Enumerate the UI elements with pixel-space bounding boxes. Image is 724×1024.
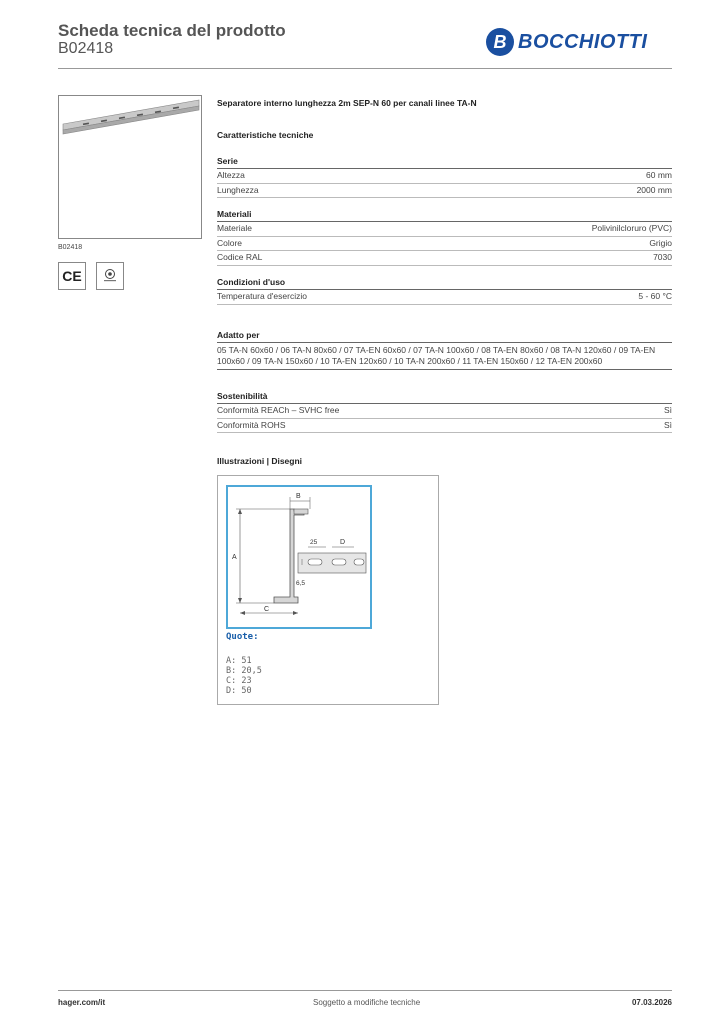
spec-value: Grigio xyxy=(649,237,672,248)
dimensions-list xyxy=(226,656,262,696)
compatibility-title: Adatto per xyxy=(217,330,672,343)
dim-6-5-label: 6,5 xyxy=(296,580,306,587)
spec-group-title: Condizioni d'uso xyxy=(217,277,672,290)
spec-row xyxy=(217,169,672,184)
spec-group-title: Serie xyxy=(217,156,672,169)
sustainability-row xyxy=(217,419,672,434)
footer-website-link[interactable]: hager.com/it xyxy=(58,998,106,1007)
separator-profile-image xyxy=(59,96,201,238)
spec-row xyxy=(217,184,672,199)
sustainability-value: Sì xyxy=(663,419,672,430)
spec-label: Codice RAL xyxy=(217,252,263,262)
dimension-item: B: 20,5 xyxy=(226,666,262,676)
spec-group-materiali xyxy=(217,209,672,266)
ce-mark-icon: CE xyxy=(58,262,86,290)
brand-logo-text: BOCCHIOTTI xyxy=(518,30,648,53)
sustainability-section xyxy=(217,391,672,433)
sustainability-value: Sì xyxy=(663,405,672,415)
spec-group-title: Materiali xyxy=(217,209,672,222)
compatibility-text: 05 TA-N 60x60 / 06 TA-N 80x60 / 07 TA-EN 60x60 / 07 TA-N 100x60 / 08 TA-EN 80x60 / 08 TA-N 120x60 / 09 TA-EN 100x60 / 09 TA-N 150x60 / 10 TA-EN 120x60 / 10 TA-N 200x60 / 11 TA-EN 150x60 / 12 TA-EN 200x60 xyxy=(217,343,672,370)
spec-value: 60 mm xyxy=(646,170,672,180)
product-image xyxy=(58,95,202,239)
dimension-item: C: 23 xyxy=(226,676,252,686)
sustainability-label: Conformità REACh – SVHC free xyxy=(217,405,340,415)
dimension-item: A: 51 xyxy=(226,656,252,666)
dim-a-label: A xyxy=(232,554,237,561)
header-divider xyxy=(58,68,672,69)
spec-value: Polivinilcloruro (PVC) xyxy=(591,223,672,233)
spec-row xyxy=(217,237,672,252)
product-description: Separatore interno lunghezza 2m SEP-N 60 per canali linee TA-N xyxy=(217,98,477,108)
technical-drawing xyxy=(226,485,372,629)
spec-label: Materiale xyxy=(217,223,252,233)
sustainability-title: Sostenibilità xyxy=(217,391,672,404)
spec-label: Lunghezza xyxy=(217,184,259,195)
specs-title: Caratteristiche tecniche xyxy=(217,130,314,140)
spec-row xyxy=(217,290,672,305)
footer-disclaimer: Soggetto a modifiche tecniche xyxy=(313,998,421,1007)
spec-label: Temperatura d'esercizio xyxy=(217,291,307,301)
certification-mark-icon xyxy=(96,262,124,290)
illustrations-title: Illustrazioni | Disegni xyxy=(217,456,303,466)
spec-row xyxy=(217,222,672,237)
brand-logo xyxy=(486,28,647,56)
sustainability-label: Conformità ROHS xyxy=(217,419,286,430)
spec-label: Altezza xyxy=(217,170,245,180)
spec-group-serie xyxy=(217,156,672,198)
compatibility-section xyxy=(217,330,672,370)
dim-d-label: D xyxy=(340,539,346,546)
technical-drawing-panel xyxy=(217,475,439,705)
dim-25-label: 25 xyxy=(310,539,318,546)
page-title: Scheda tecnica del prodotto xyxy=(58,21,286,40)
dim-b-label: B xyxy=(296,493,301,500)
dim-c-label: C xyxy=(264,606,270,613)
profile-dimension-drawing xyxy=(228,487,370,627)
spec-value: 2000 mm xyxy=(636,184,672,195)
spec-value: 7030 xyxy=(653,252,672,262)
image-caption: B02418 xyxy=(58,244,83,251)
sustainability-row xyxy=(217,404,672,419)
spec-row xyxy=(217,251,672,266)
footer-date: 07.03.2026 xyxy=(631,998,672,1007)
dimensions-title: Quote: xyxy=(226,632,259,642)
spec-group-condizioni xyxy=(217,277,672,305)
brand-logo-mark: B xyxy=(486,28,514,56)
product-code: B02418 xyxy=(58,40,114,57)
dimension-item: D: 50 xyxy=(226,686,252,696)
spec-label: Colore xyxy=(217,237,243,248)
footer-divider xyxy=(58,990,672,991)
spec-value: 5 - 60 °C xyxy=(638,291,672,301)
